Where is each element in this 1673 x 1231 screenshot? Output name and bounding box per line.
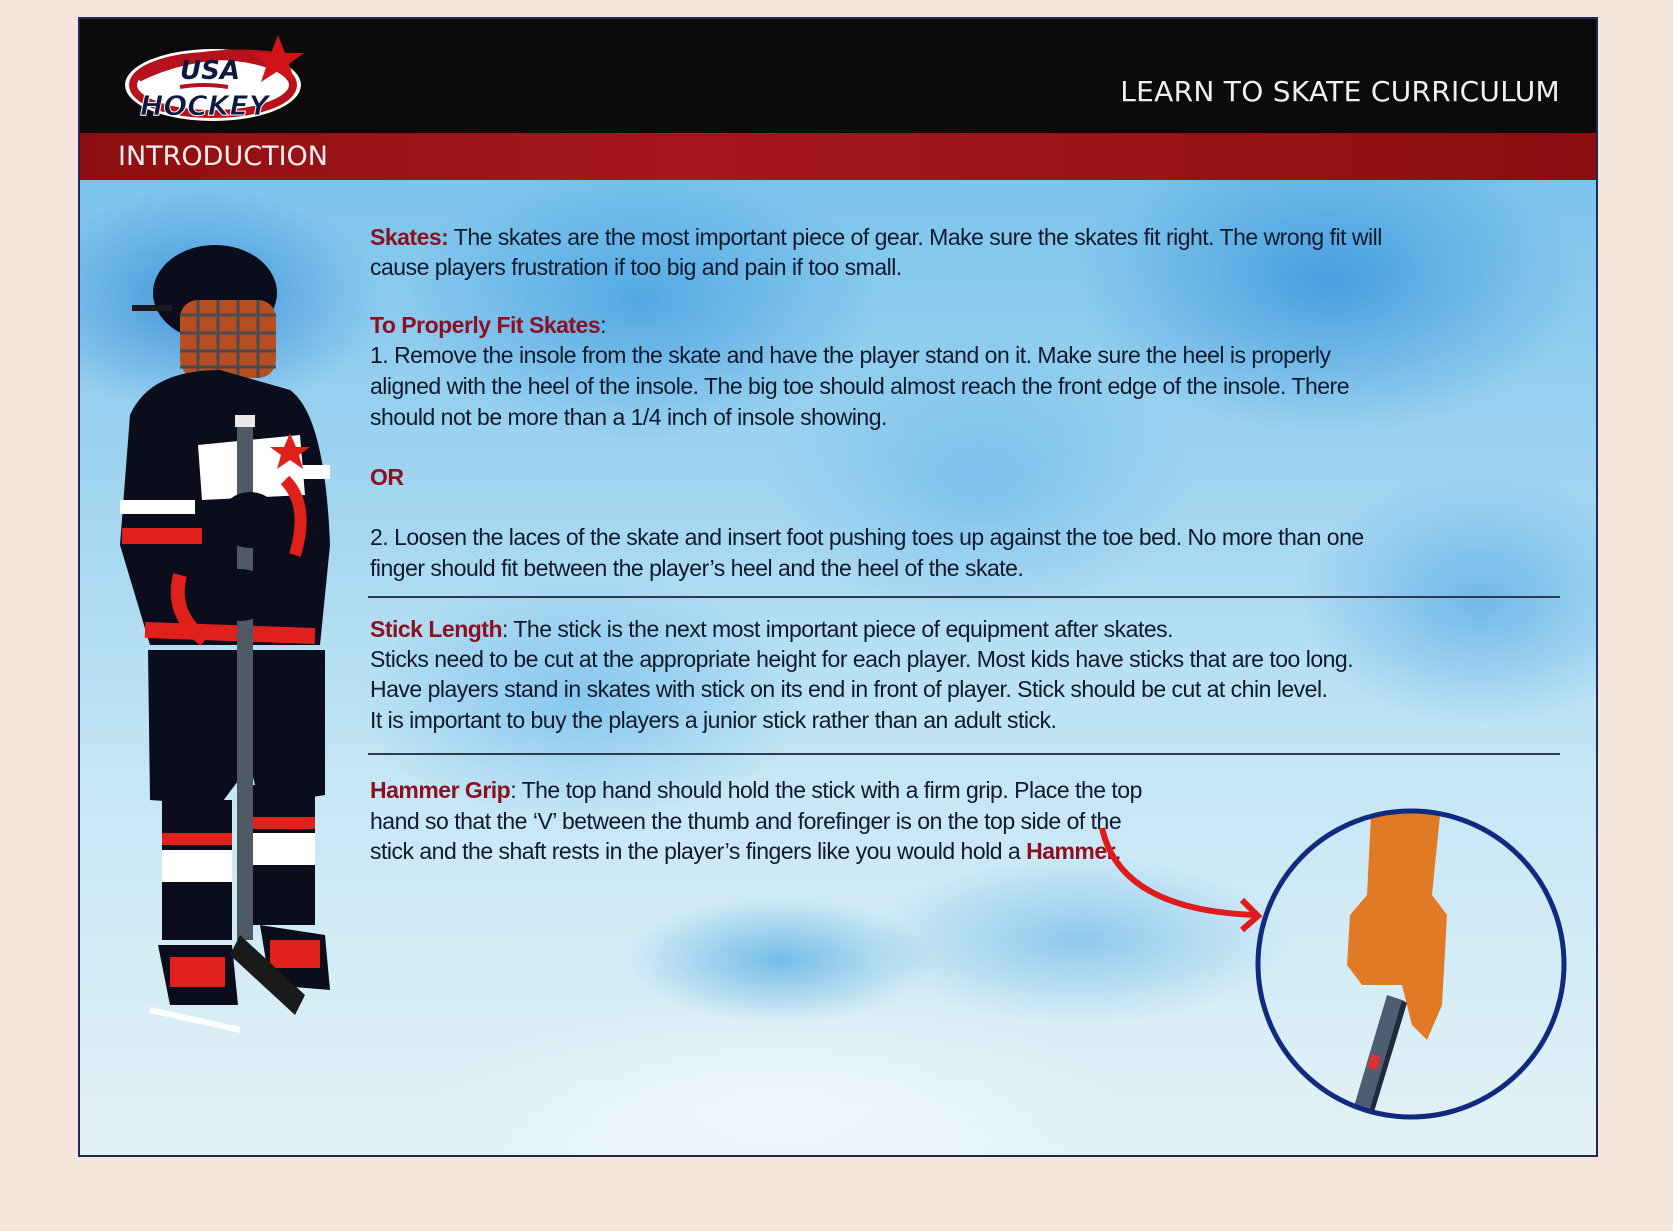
section-title: INTRODUCTION (118, 141, 328, 172)
curriculum-page (78, 17, 1598, 1157)
ice-background: Skates: The skates are the most important piece of gear. Make sure the skates fit right. The wrong fit will cause players frustration if too big and pain if too small. To Properly Fit Skates: 1. Remove the insole from the skate and have the player stand on it. Make sure the heel is properly aligned with the heel of the insole. The big toe should almost reach the front edge of the insole. There should not be more than a 1/4 inch of insole showing. OR 2. Loosen the laces of the skate and insert foot pushing toes up against the toe bed. No more than one finger should fit between the player’s heel and the heel of the skate. Stick Length: The stick is the next most important piece of equipment after skates. Sticks need to be cut at the appropriate height for each player. Most kids have sticks that are too long. Have players stand in skates with stick on its end in front of player. Stick should be cut at chin level. It is important to buy the players a junior stick rather than an adult stick. Hammer Grip: The top hand should hold the stick with a firm grip. Place the top hand so that the ‘V’ between the thumb and forefinger is on the top side of the stick and the shaft rests in the player’s fingers like you would hold a Hammer. (80, 180, 1596, 1157)
stick-paragraph: Stick Length: The stick is the next most important piece of equipment after skates. (370, 616, 1174, 642)
grip-paragraph: Hammer Grip: The top hand should hold the stick with a firm grip. Place the top (370, 777, 1142, 803)
svg-text:USA: USA (180, 56, 240, 86)
curriculum-title: LEARN TO SKATE CURRICULUM (1120, 75, 1560, 108)
divider (368, 596, 1560, 598)
fit-heading: To Properly Fit Skates: (370, 312, 607, 338)
section-bar (80, 133, 1596, 180)
skates-label: Skates: (370, 224, 449, 250)
or-label: OR (370, 464, 404, 490)
hammer-grip-illustration-icon (1252, 805, 1570, 1123)
stick-label: Stick Length (370, 616, 503, 642)
hammer-emphasis: Hammer (1026, 838, 1116, 864)
fit-step-1: 1. Remove the insole from the skate and have the player stand on it. Make sure the heel is properly (370, 342, 1331, 368)
fit-step-2: 2. Loosen the laces of the skate and insert foot pushing toes up against the toe bed. No more than one (370, 524, 1364, 550)
skates-paragraph: Skates: The skates are the most important piece of gear. Make sure the skates fit right. The wrong fit will (370, 224, 1382, 250)
usa-hockey-logo-icon (118, 27, 318, 127)
header-bar (80, 19, 1596, 133)
svg-text:HOCKEY: HOCKEY (140, 89, 269, 122)
grip-label: Hammer Grip (370, 777, 511, 803)
hockey-player-illustration-icon (110, 245, 360, 1065)
divider (368, 753, 1560, 755)
